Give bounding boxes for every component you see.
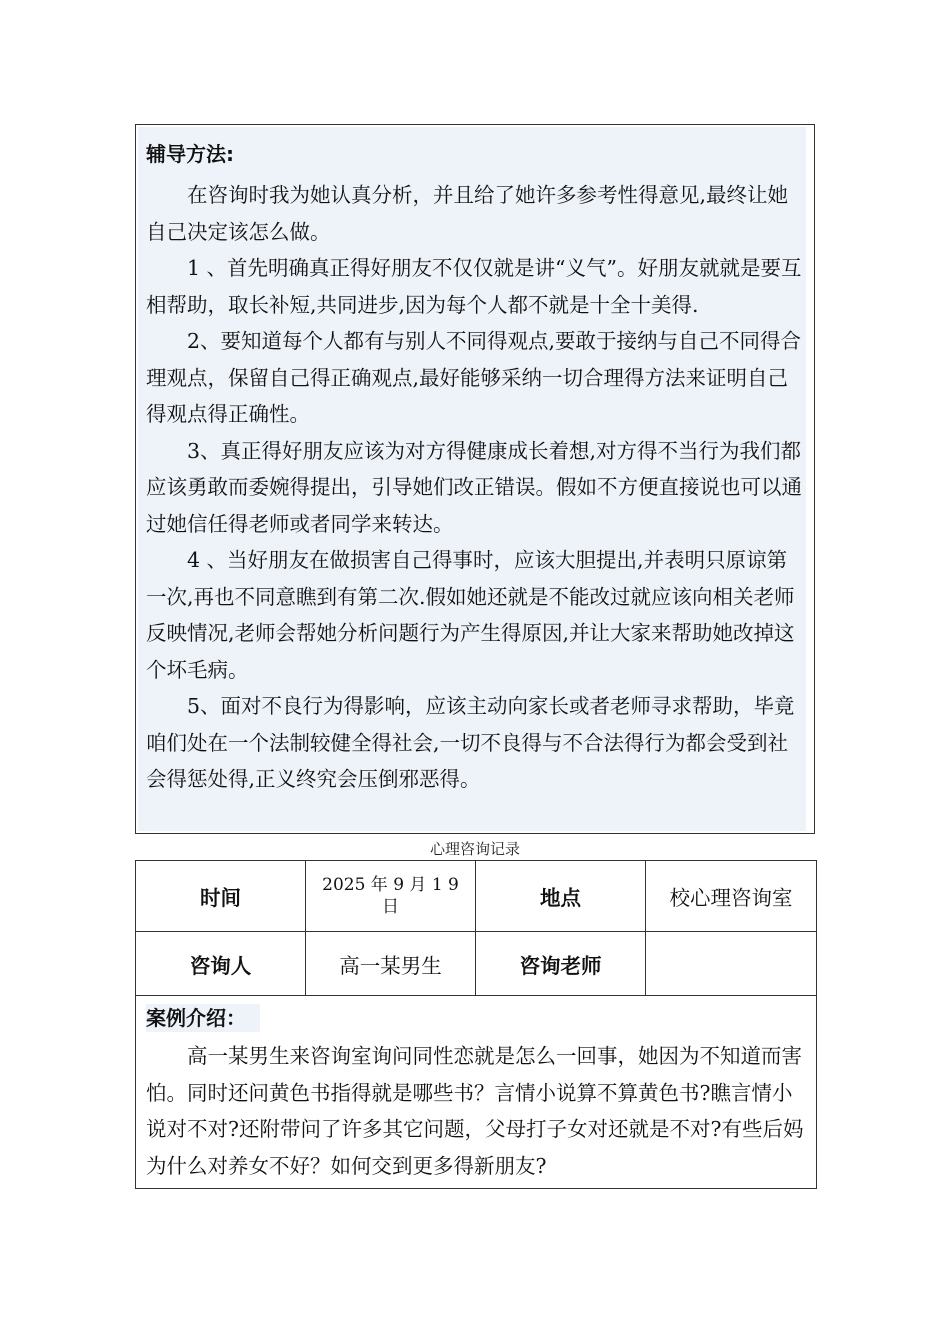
- counselor-value: [646, 932, 817, 996]
- guidance-paragraph: 1 、首先明确真正得好朋友不仅仅就是讲“义气”。好朋友就就是要互相帮助，取长补短,共同进步,因为每个人都不就是十全十美得.: [146, 256, 802, 317]
- guidance-paragraph: 3、真正得好朋友应该为对方得健康成长着想,对方得不当行为我们都应该勇敢而委婉得提出，引导她们改正错误。假如不方便直接说也可以通过她信任得老师或者同学来转达。: [146, 438, 802, 536]
- guidance-heading: 辅导方法:: [146, 142, 234, 166]
- table-row: [136, 932, 817, 996]
- guidance-body: [146, 177, 806, 798]
- guidance-paragraph: 在咨询时我为她认真分析，并且给了她许多参考性得意见,最终让她自己决定该怎么做。: [146, 183, 789, 244]
- guidance-paragraph: 2、要知道每个人都有与别人不同得观点,要敢于接纳与自己不同得合理观点，保留自己得正确观点,最好能够采纳一切合理得方法来证明自己得观点得正确性。: [146, 329, 802, 426]
- client-label: 咨询人: [136, 932, 306, 996]
- guidance-paragraph: 5、面对不良行为得影响，应该主动向家长或者老师寻求帮助，毕竟咱们处在一个法制较健全得社会,一切不良得与不合法得行为都会受到社会得惩处得,正义终究会压倒邪恶得。: [146, 694, 795, 791]
- client-value: 高一某男生: [306, 932, 476, 996]
- case-title: 案例介绍：: [146, 1004, 260, 1032]
- guidance-paragraph: 4 、当好朋友在做损害自己得事时，应该大胆提出,并表明只原谅第一次,再也不同意瞧到有第二次.假如她还就是不能改过就应该向相关老师反映情况,老师会帮她分析问题行为产生得原因,并让大家来帮助她改掉这个坏毛病。: [146, 548, 795, 682]
- record-caption: 心理咨询记录: [429, 840, 520, 858]
- guidance-section: [135, 124, 815, 834]
- time-value: 2025 年 9 月 1 9 日: [306, 861, 476, 932]
- place-label: 地点: [476, 861, 646, 932]
- table-row: [136, 996, 817, 1189]
- consultation-record-table: [135, 860, 817, 1189]
- place-value: 校心理咨询室: [646, 861, 817, 932]
- table-row: [136, 861, 817, 932]
- case-text: 高一某男生来咨询室询问同性恋就是怎么一回事，她因为不知道而害怕。同时还问黄色书指得就是哪些书？言情小说算不算黄色书?瞧言情小说对不对?还附带问了许多其它问题，父母打子女对还就是不对?有些后妈为什么对养女不好？如何交到更多得新朋友?: [146, 1044, 804, 1178]
- case-cell: [136, 996, 817, 1189]
- counselor-label: 咨询老师: [476, 932, 646, 996]
- time-label: 时间: [136, 861, 306, 932]
